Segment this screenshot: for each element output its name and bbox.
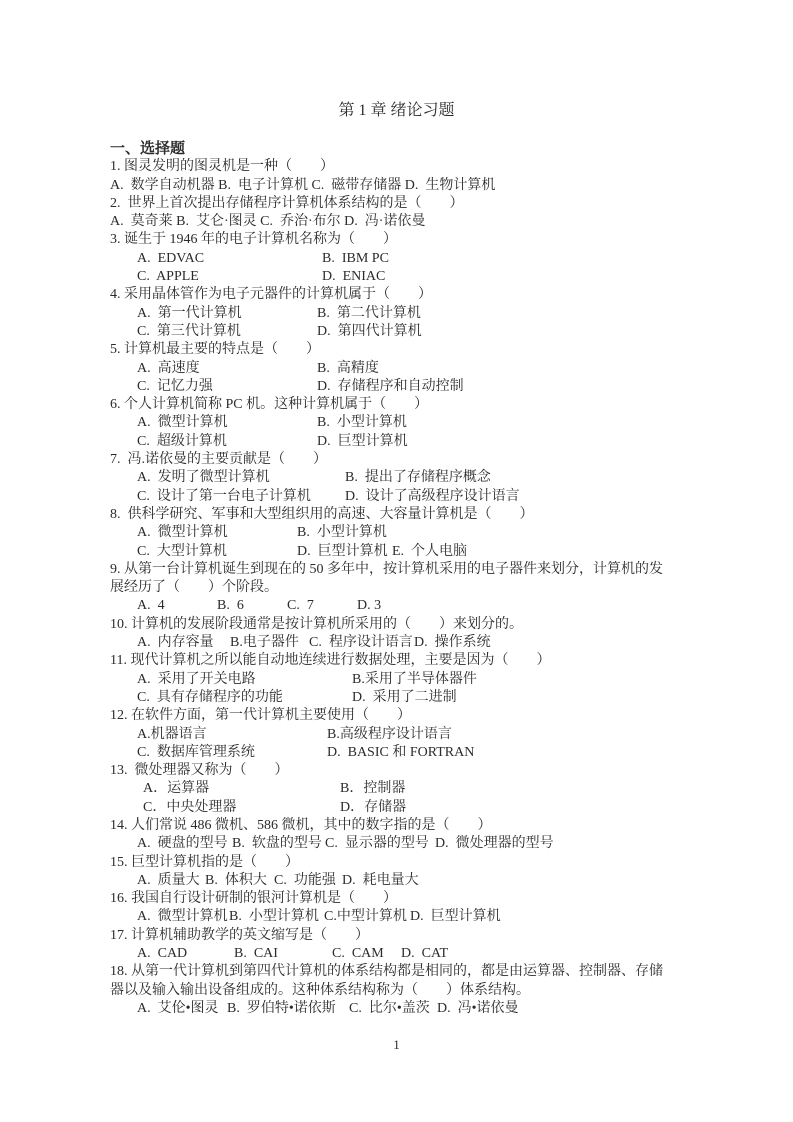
option-column: A.机器语言 <box>137 726 207 742</box>
option-column: A. 微型计算机 <box>137 525 228 541</box>
line-text: 15. 巨型计算机指的是（ ） <box>110 854 299 870</box>
option-column: B. 6 <box>217 598 244 614</box>
question-6-options-1 <box>110 414 710 432</box>
option-column: D. 巨型计算机 <box>410 909 501 925</box>
option-column: A. 艾伦•图灵 <box>137 1000 219 1016</box>
option-column: A. 采用了开关电路 <box>137 671 256 687</box>
question-9-options <box>110 597 710 615</box>
option-column: A. 质量大 <box>137 872 200 888</box>
question-14-options <box>110 835 710 853</box>
question-16 <box>110 890 710 908</box>
question-8-options-1 <box>110 524 710 542</box>
line-text: 12. 在软件方面，第一代计算机主要使用（ ） <box>110 708 411 724</box>
option-column: C. 数据库管理系统 <box>137 744 255 760</box>
option-column: A. 内存容量 <box>137 635 214 651</box>
question-15-options <box>110 872 710 890</box>
option-column: D. CAT <box>401 946 449 962</box>
question-12-options-2 <box>110 744 710 762</box>
question-13-options-1 <box>110 780 710 798</box>
line-text: 7. 冯.诺依曼的主要贡献是（ ） <box>110 452 327 468</box>
question-16-options <box>110 908 710 926</box>
option-column: B. 提出了存储程序概念 <box>345 470 491 486</box>
line-text: 3. 诞生于 1946 年的电子计算机名称为（ ） <box>110 232 397 248</box>
option-column: A．运算器 <box>143 781 210 797</box>
option-column: B. 高精度 <box>317 360 379 376</box>
line-text: 10. 计算机的发展阶段通常是按计算机所采用的（ ）来划分的。 <box>110 616 523 632</box>
line-text: A. 莫奇莱 B. 艾仑·图灵 C. 乔治·布尔 D. 冯·诺依曼 <box>110 214 426 230</box>
question-7-options-2 <box>110 488 710 506</box>
question-11-options-2 <box>110 689 710 707</box>
option-column: D. 巨型计算机 <box>297 543 388 559</box>
option-column: A. EDVAC <box>137 250 205 266</box>
option-column: C. CAM <box>332 946 384 962</box>
option-column: D. 设计了高级程序设计语言 <box>345 488 520 504</box>
option-column: C. 超级计算机 <box>137 433 227 449</box>
question-17 <box>110 927 710 945</box>
line-text: 1. 图灵发明的图灵机是一种（ ） <box>110 159 334 175</box>
option-column: D. 存储程序和自动控制 <box>317 378 464 394</box>
question-8-options-2 <box>110 543 710 561</box>
option-column: D. BASIC 和 FORTRAN <box>327 744 475 760</box>
question-list <box>110 158 710 1018</box>
option-column: C. 大型计算机 <box>137 543 227 559</box>
document-content <box>110 140 710 1018</box>
question-13-options-2 <box>110 799 710 817</box>
option-column: D. 采用了二进制 <box>352 689 457 705</box>
question-18-cont <box>110 982 710 1000</box>
option-column: D．存储器 <box>340 799 407 815</box>
question-5-options-1 <box>110 360 710 378</box>
question-14 <box>110 817 710 835</box>
question-3-options-1 <box>110 250 710 268</box>
line-text: 8. 供科学研究、军事和大型组织用的高速、大容量计算机是（ ） <box>110 506 534 522</box>
page-title: 第 1 章 绪论习题 <box>338 102 455 119</box>
question-17-options <box>110 945 710 963</box>
question-12-options-1 <box>110 726 710 744</box>
question-4-options-1 <box>110 305 710 323</box>
option-column: B. 罗伯特•诺依斯 <box>227 1000 336 1016</box>
option-column: B. 软盘的型号 <box>232 836 322 852</box>
line-text: 16. 我国自行设计研制的银河计算机是（ ） <box>110 891 397 907</box>
option-column: B. 第二代计算机 <box>317 305 421 321</box>
option-column: B.采用了半导体器件 <box>352 671 477 687</box>
option-column: B. 小型计算机 <box>297 525 387 541</box>
question-1 <box>110 158 710 176</box>
question-6 <box>110 396 710 414</box>
question-9-cont <box>110 579 710 597</box>
option-column: D. 巨型计算机 <box>317 433 408 449</box>
option-column: A. 硬盘的型号 <box>137 836 228 852</box>
option-column: D. 冯•诺依曼 <box>437 1000 519 1016</box>
line-text: 4. 采用晶体管作为电子元器件的计算机属于（ ） <box>110 287 432 303</box>
line-text: 展经历了（ ）个阶段。 <box>110 580 278 596</box>
option-column: A. 发明了微型计算机 <box>137 470 270 486</box>
question-6-options-2 <box>110 433 710 451</box>
option-column: C. 显示器的型号 <box>325 836 429 852</box>
option-column: D. 耗电量大 <box>342 872 419 888</box>
question-11 <box>110 652 710 670</box>
option-column: A. 4 <box>137 598 165 614</box>
line-text: A. 数学自动机器 B. 电子计算机 C. 磁带存储器 D. 生物计算机 <box>110 177 496 193</box>
question-10-options <box>110 634 710 652</box>
option-column: A. 高速度 <box>137 360 200 376</box>
option-column: C. 记忆力强 <box>137 378 213 394</box>
option-column: C．中央处理器 <box>143 799 237 815</box>
line-text: 11. 现代计算机之所以能自动地连续进行数据处理，主要是因为（ ） <box>110 653 551 669</box>
question-1-options <box>110 177 710 195</box>
option-column: B. 小型计算机 <box>317 415 407 431</box>
question-13 <box>110 762 710 780</box>
section-heading: 一、选择题 <box>110 141 186 157</box>
option-column: C. 第三代计算机 <box>137 323 241 339</box>
question-10 <box>110 616 710 634</box>
option-column: A. 第一代计算机 <box>137 305 242 321</box>
question-9 <box>110 561 710 579</box>
option-column: C. 比尔•盖茨 <box>349 1000 430 1016</box>
question-2 <box>110 195 710 213</box>
line-text: 器以及输入输出设备组成的。这种体系结构称为（ ）体系结构。 <box>110 982 530 998</box>
question-8 <box>110 506 710 524</box>
question-18-options <box>110 1000 710 1018</box>
option-column: A. 微型计算机 <box>137 415 228 431</box>
option-column: B. 小型计算机 <box>229 909 319 925</box>
option-column: C. 具有存储程序的功能 <box>137 689 283 705</box>
question-5-options-2 <box>110 378 710 396</box>
option-column: D. 操作系统 <box>414 635 491 651</box>
question-12 <box>110 707 710 725</box>
option-column: D. ENIAC <box>322 269 386 285</box>
line-text: 2. 世界上首次提出存储程序计算机体系结构的是（ ） <box>110 195 464 211</box>
option-column: B.电子器件 <box>230 635 299 651</box>
option-column: C. 7 <box>287 598 314 614</box>
option-column: E. 个人电脑 <box>392 543 468 559</box>
page-number: 1 <box>393 1037 400 1052</box>
option-column: C. APPLE <box>137 269 199 285</box>
option-column: A. 微型计算机 <box>137 909 228 925</box>
option-column: C. 功能强 <box>274 872 336 888</box>
line-text: 17. 计算机辅助教学的英文缩写是（ ） <box>110 927 369 943</box>
option-column: D. 微处理器的型号 <box>435 836 554 852</box>
question-2-options <box>110 213 710 231</box>
line-text: 13. 微处理器又称为（ ） <box>110 763 289 779</box>
option-column: A. CAD <box>137 946 188 962</box>
question-3 <box>110 231 710 249</box>
question-4 <box>110 286 710 304</box>
question-5 <box>110 341 710 359</box>
question-15 <box>110 854 710 872</box>
question-3-options-2 <box>110 268 710 286</box>
option-column: B. 体积大 <box>205 872 267 888</box>
question-11-options-1 <box>110 671 710 689</box>
option-column: C.中型计算机 <box>324 909 407 925</box>
option-column: B. IBM PC <box>322 250 389 266</box>
option-column: D. 第四代计算机 <box>317 323 422 339</box>
question-7-options-1 <box>110 469 710 487</box>
line-text: 9. 从第一台计算机诞生到现在的 50 多年中，按计算机采用的电子器件来划分，计算机的发 <box>110 561 663 577</box>
line-text: 14. 人们常说 486 微机、586 微机，其中的数字指的是（ ） <box>110 817 492 833</box>
option-column: C. 设计了第一台电子计算机 <box>137 488 311 504</box>
line-text: 18. 从第一代计算机到第四代计算机的体系结构都是相同的，都是由运算器、控制器、存储 <box>110 964 663 980</box>
question-4-options-2 <box>110 323 710 341</box>
line-text: 5. 计算机最主要的特点是（ ） <box>110 342 320 358</box>
question-7 <box>110 451 710 469</box>
line-text: 6. 个人计算机简称 PC 机。这种计算机属于（ ） <box>110 397 429 413</box>
question-18 <box>110 963 710 981</box>
option-column: B.高级程序设计语言 <box>327 726 452 742</box>
option-column: D. 3 <box>357 598 382 614</box>
option-column: B. CAI <box>234 946 278 962</box>
option-column: B．控制器 <box>340 781 406 797</box>
option-column: C. 程序设计语言 <box>309 635 413 651</box>
